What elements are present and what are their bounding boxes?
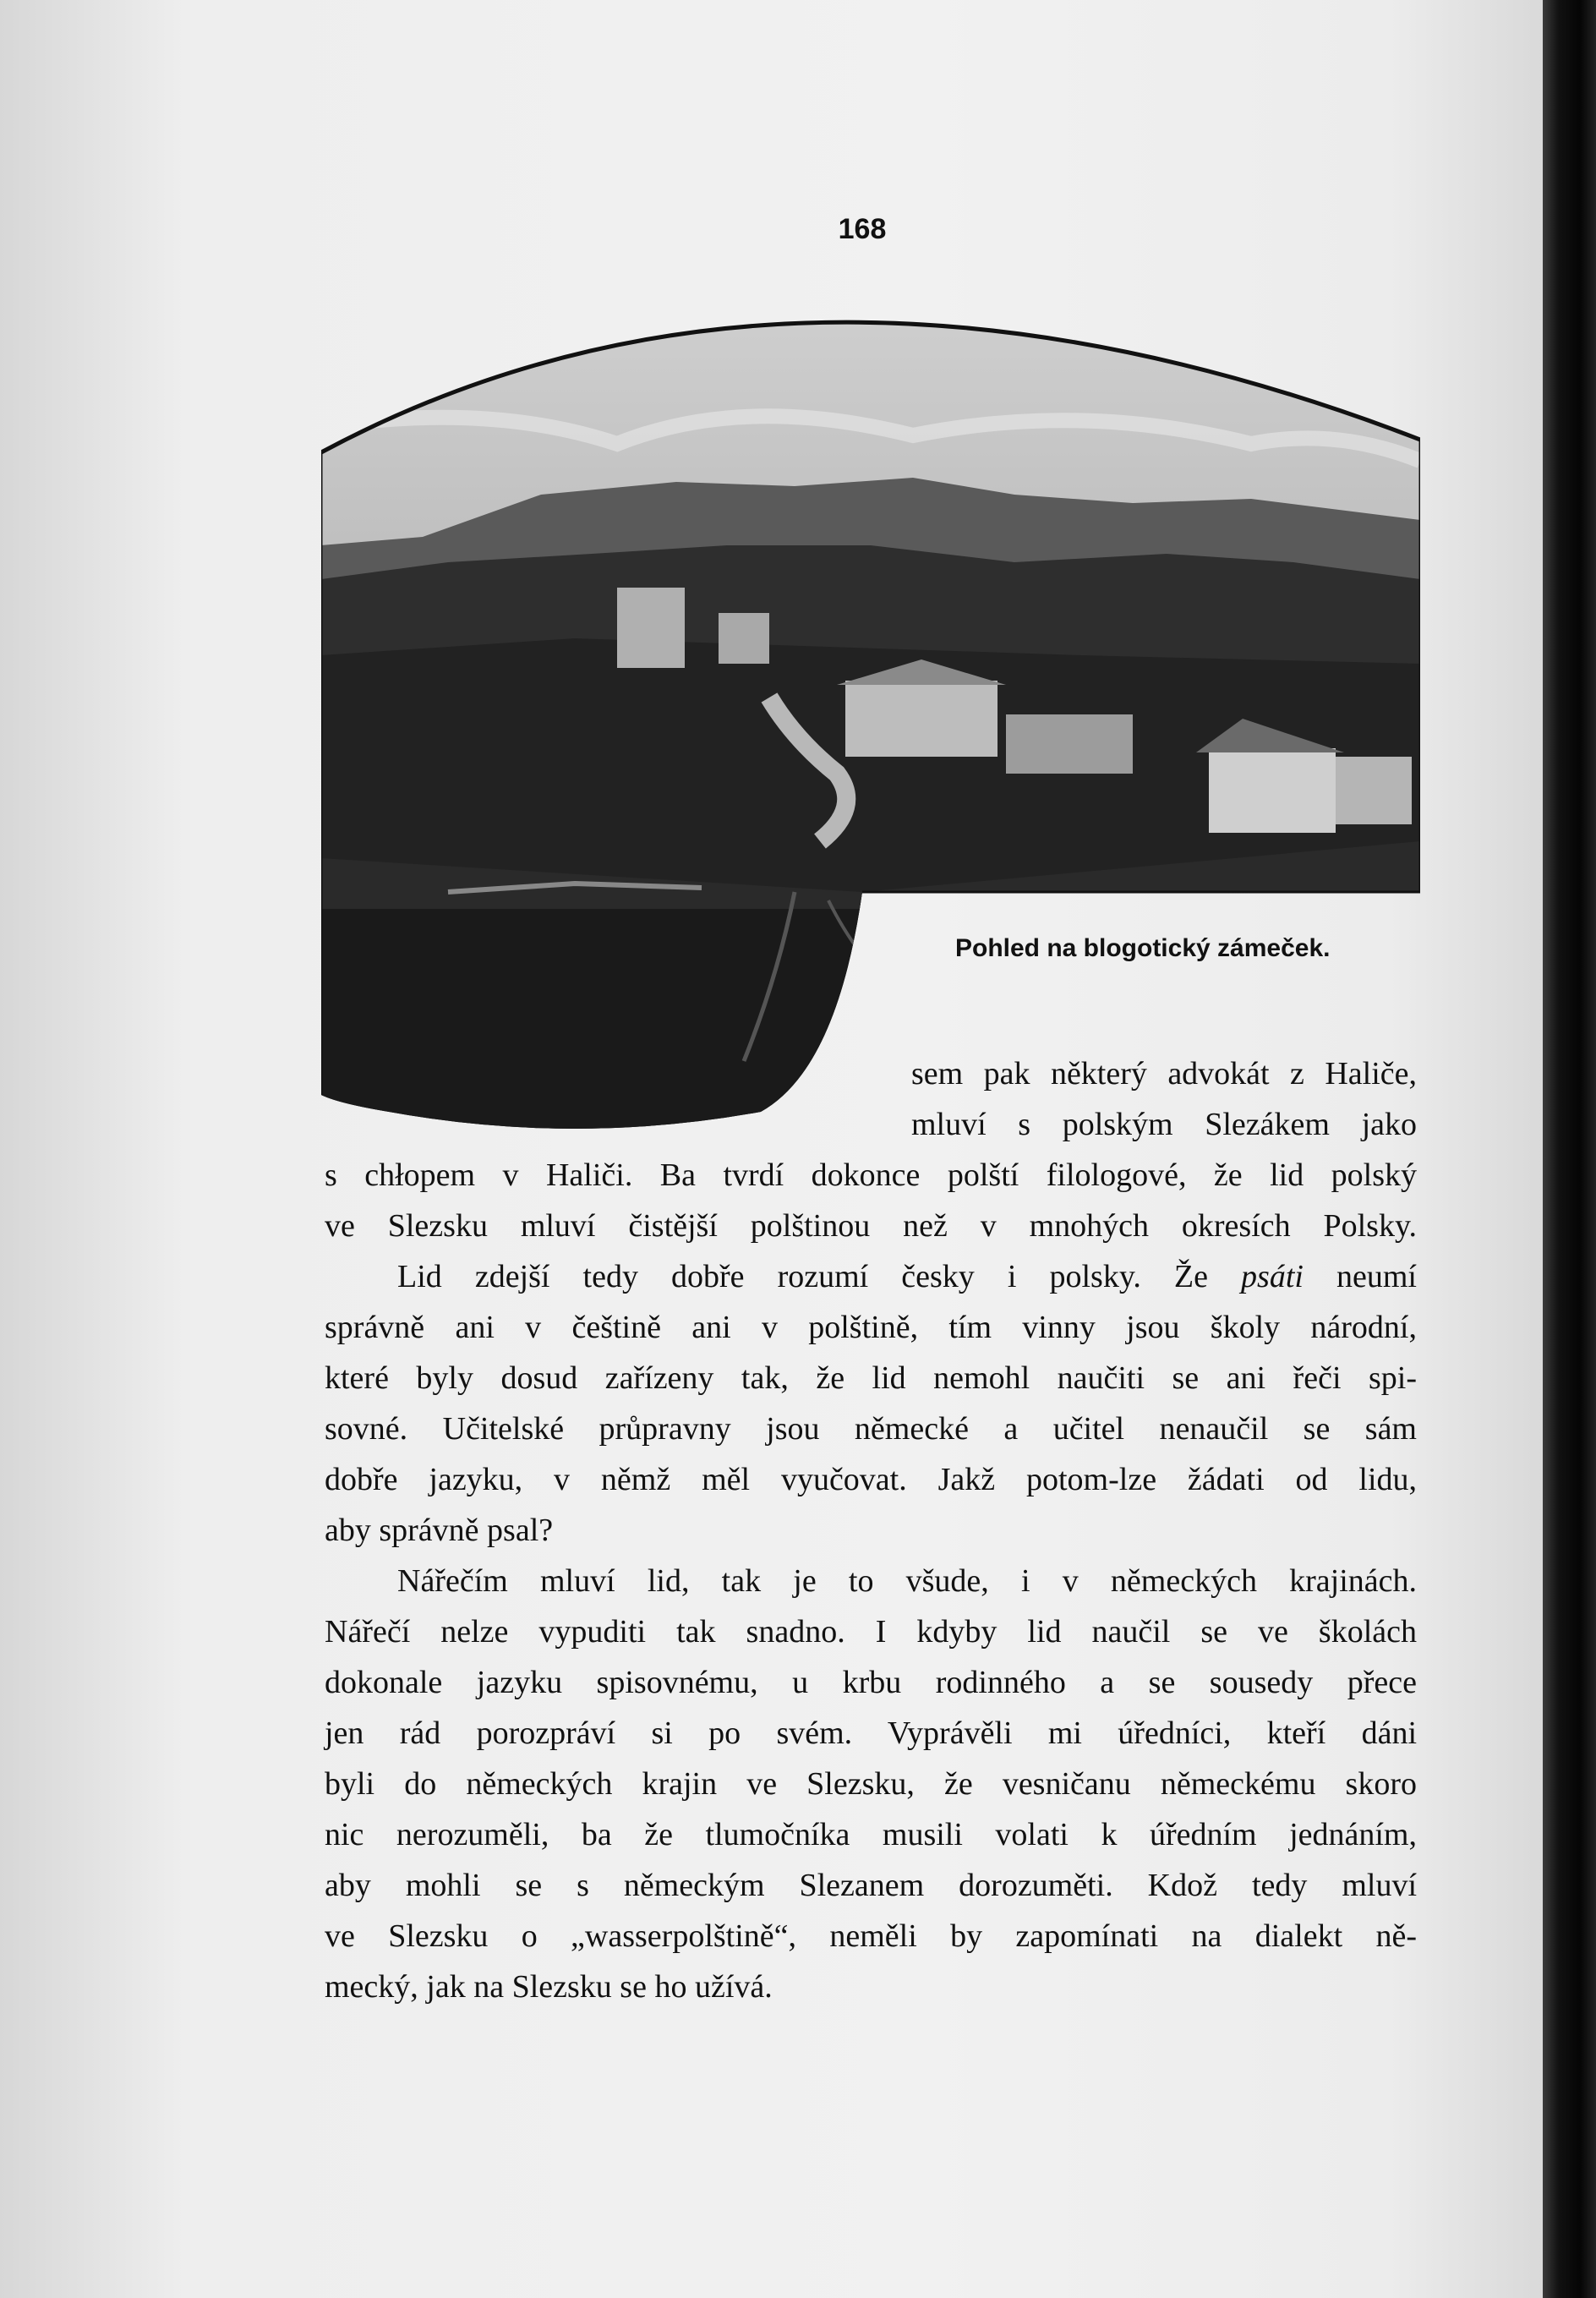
main-text-block (325, 1150, 1417, 2012)
text-line: které byly dosud zařízeny tak, že lid nemohl naučiti se ani řeči spi- (325, 1360, 1417, 1396)
illustration-caption: Pohled na blogotický zámeček. (955, 934, 1331, 962)
text-line: správně ani v češtině ani v polštině, tím vinny jsou školy národní, (325, 1310, 1417, 1345)
text-line: jen rád porozpráví si po svém. Vyprávěli mi úředníci, kteří dáni (325, 1715, 1417, 1751)
text-segment: Lid zdejší tedy dobře rozumí česky i polsky. Že (397, 1259, 1242, 1294)
text-line: dokonale jazyku spisovnému, u krbu rodinného a se sousedy přece (325, 1665, 1417, 1700)
text-line: sem pak některý advokát z Haliče, (911, 1056, 1417, 1092)
page-number: 168 (838, 213, 887, 245)
text-line: dobře jazyku, v němž měl vyučovat. Jakž potom-lze žádati od lidu, (325, 1462, 1417, 1497)
wrapped-text-block (911, 1048, 1417, 1150)
paragraph-start-line (325, 1251, 1417, 1302)
text-line: aby správně psal? (325, 1513, 554, 1548)
text-segment: neumí (1303, 1259, 1417, 1294)
text-line: nic nerozuměli, ba že tlumočníka musili volati k úředním jednáním, (325, 1817, 1417, 1852)
text-line: s chłopem v Haliči. Ba tvrdí dokonce polští filologové, že lid polský (325, 1157, 1417, 1193)
text-line: mluví s polským Slezákem jako (911, 1107, 1417, 1142)
emphasized-word: psáti (1241, 1259, 1304, 1294)
text-line: aby mohli se s německým Slezanem dorozuměti. Kdož tedy mluví (325, 1868, 1417, 1903)
text-line: Nářečí nelze vypuditi tak snadno. I kdyby lid naučil se ve školách (325, 1614, 1417, 1650)
text-line: ve Slezsku mluví čistější polštinou než v mnohých okresích Polsky. (325, 1208, 1417, 1244)
text-line: ve Slezsku o „wasserpolštině“, neměli by zapomínati na dialekt ně- (325, 1918, 1417, 1954)
text-line: byli do německých krajin ve Slezsku, že vesničanu německému skoro (325, 1766, 1417, 1802)
paragraph-start-line: Nářečím mluví lid, tak je to všude, i v německých krajinách. (397, 1563, 1417, 1599)
text-line: mecký, jak na Slezsku se ho užívá. (325, 1969, 773, 2005)
book-binding-edge (1543, 0, 1596, 2298)
landscape-illustration (321, 300, 1420, 1154)
text-line: sovné. Učitelské průpravny jsou německé a učitel nenaučil se sám (325, 1411, 1417, 1447)
